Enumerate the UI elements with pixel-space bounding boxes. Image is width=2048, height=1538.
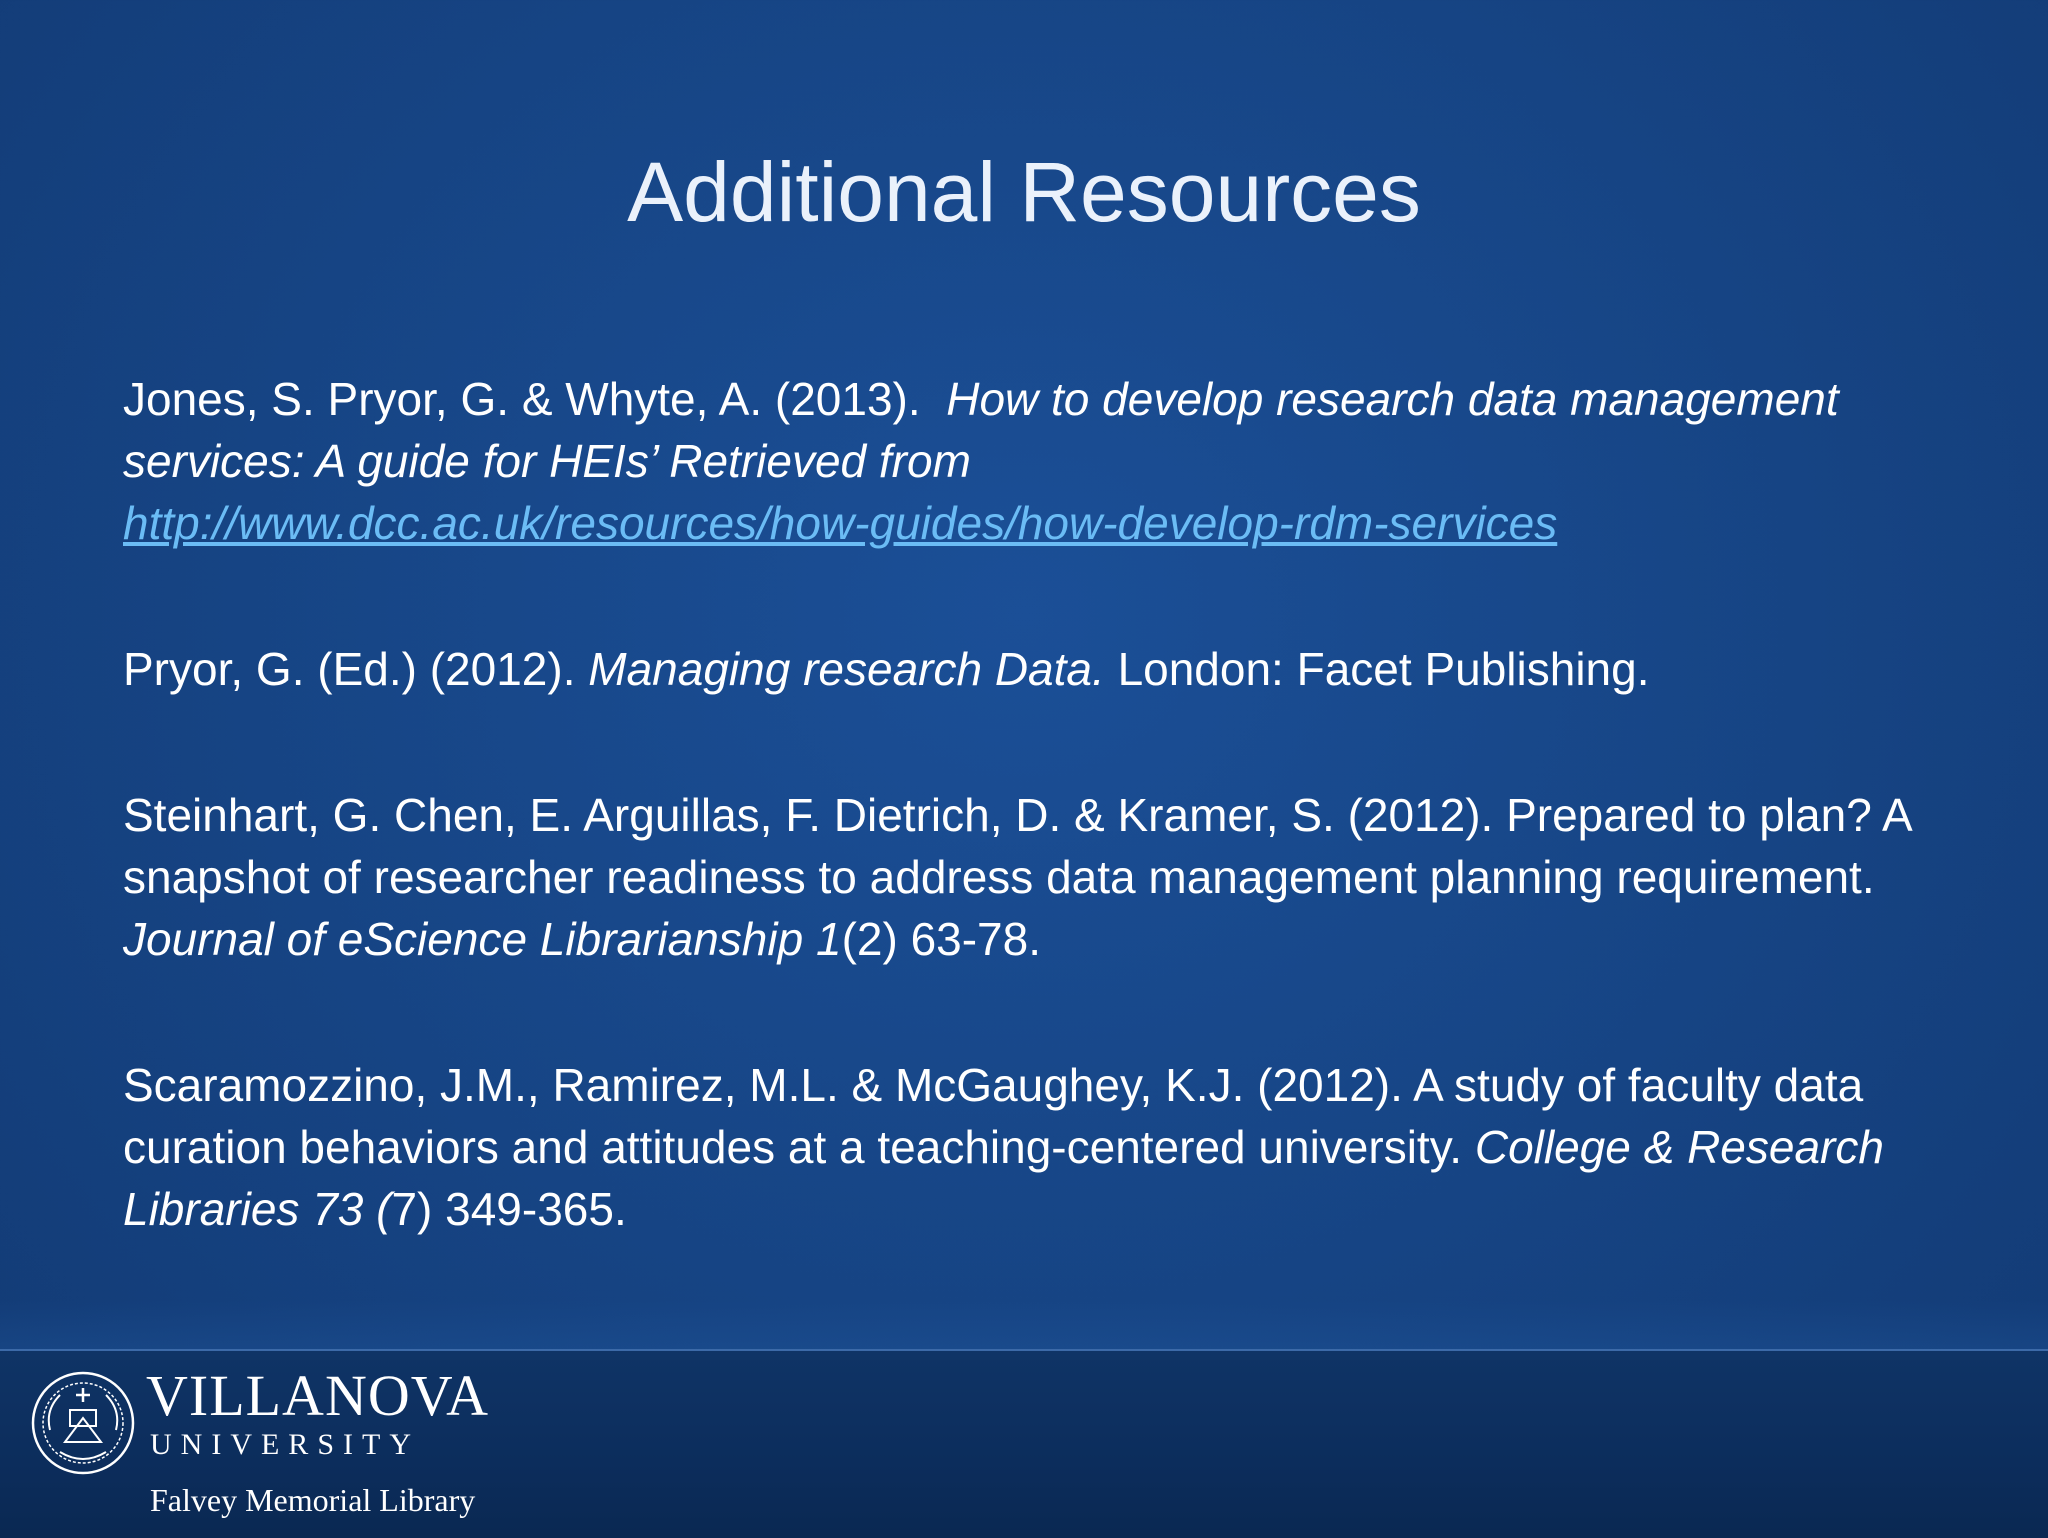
reference-pryor <box>123 638 1953 700</box>
reference-scaramozzino <box>123 1054 1953 1240</box>
reference-issue-pages: 7) 349-365. <box>391 1183 627 1235</box>
reference-jones <box>123 368 1953 554</box>
reference-issue-pages: (2) 63-78. <box>841 913 1041 965</box>
reference-title: Managing research Data. <box>588 643 1105 695</box>
reference-list <box>123 368 1953 1324</box>
reference-steinhart <box>123 784 1953 970</box>
logo-villanova: VILLANOVA <box>146 1363 490 1428</box>
reference-title: How to develop research data management services: A guide for HEIs’ Retrieved from <box>123 373 1839 487</box>
reference-authors: Pryor, G. (Ed.) (2012). <box>123 643 576 695</box>
villanova-logo <box>30 1363 500 1520</box>
library-name: Falvey Memorial Library <box>150 1482 476 1518</box>
reference-journal: Journal of eScience Librarianship 1 <box>123 913 842 965</box>
reference-authors-title: Steinhart, G. Chen, E. Arguillas, F. Dietrich, D. & Kramer, S. (2012). Prepared to plan? A snapshot of researcher readiness to address data management planning requirement. <box>123 789 1911 903</box>
reference-url-link[interactable]: http://www.dcc.ac.uk/resources/how-guides/how-develop-rdm-services <box>123 497 1558 549</box>
reference-authors-title: Scaramozzino, J.M., Ramirez, M.L. & McGaughey, K.J. (2012). A study of faculty data curation behaviors and attitudes at a teaching-centered university. <box>123 1059 1864 1173</box>
university-seal-icon <box>30 1370 136 1476</box>
reference-authors: Jones, S. Pryor, G. & Whyte, A. (2013). <box>123 373 921 425</box>
reference-journal: College & Research Libraries 73 ( <box>123 1121 1884 1235</box>
slide-title: Additional Resources <box>627 145 1421 239</box>
reference-publisher: London: Facet Publishing. <box>1117 643 1650 695</box>
logo-university: UNIVERSITY <box>150 1428 420 1461</box>
